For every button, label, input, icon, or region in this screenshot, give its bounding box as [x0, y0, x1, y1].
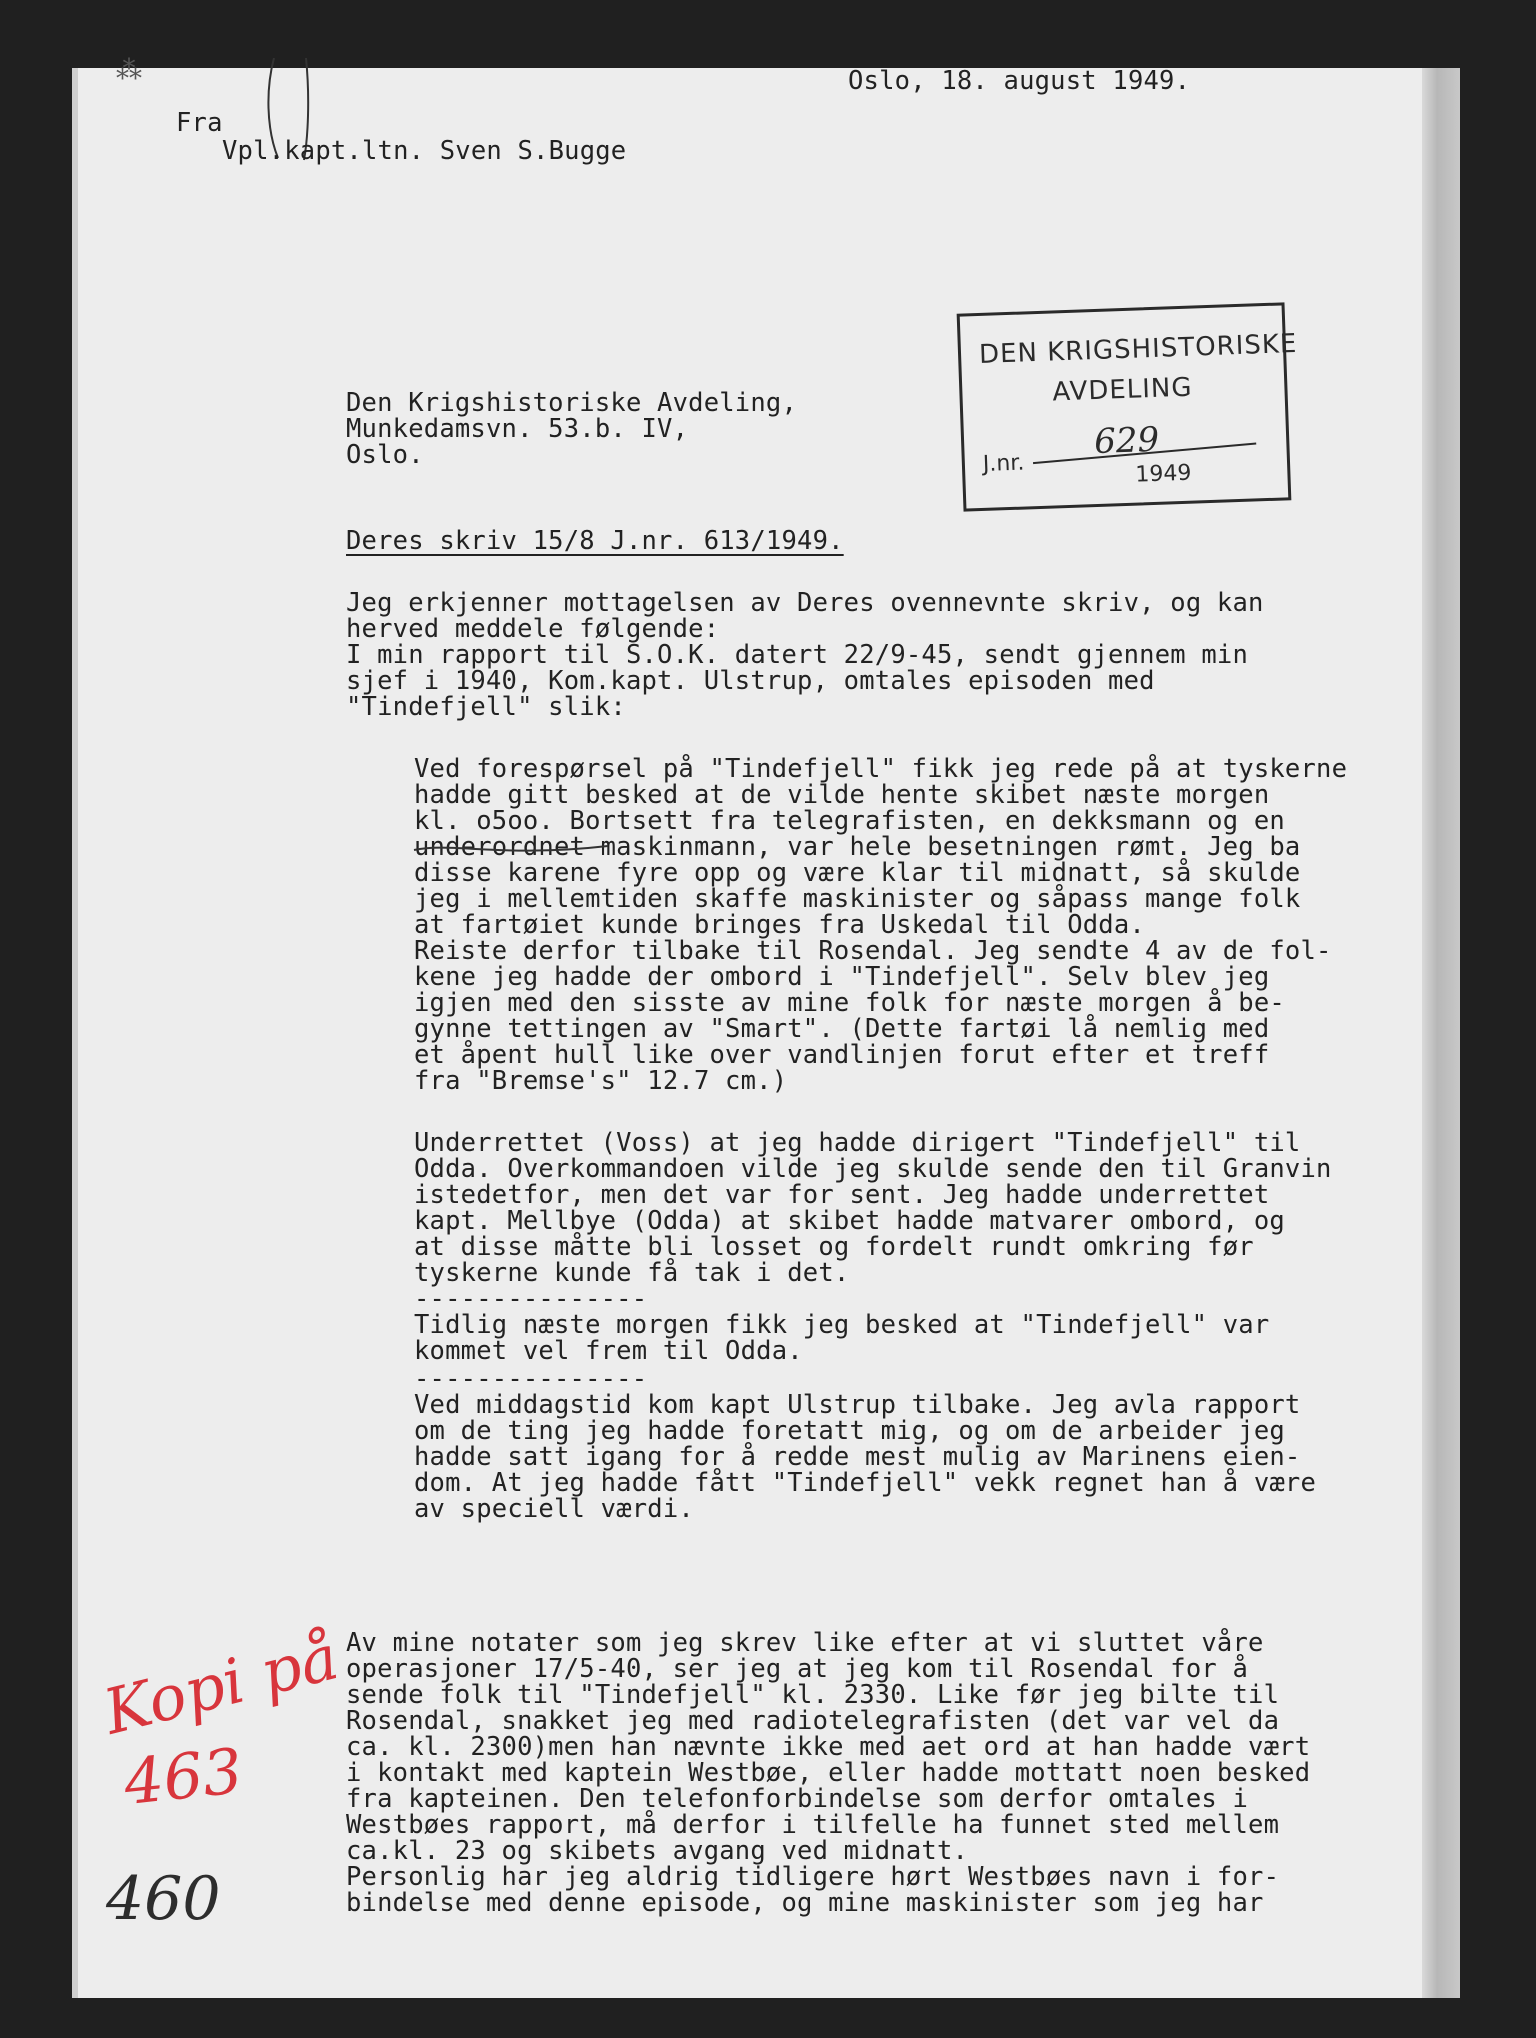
quote-line: et åpent hull like over vandlinjen forut efter et treff [414, 1040, 1270, 1070]
quote-line: kapt. Mellbye (Odda) at skibet hadde matvarer ombord, og [414, 1206, 1285, 1236]
quote-line: Odda. Overkommandoen vilde jeg skulde sende den til Granvin [414, 1154, 1332, 1184]
quote-line: jeg i mellemtiden skaffe maskinister og såpass mange folk [414, 884, 1301, 914]
quote-line: kene jeg hadde der ombord i "Tindefjell". Selv blev jeg [414, 962, 1270, 992]
body-line: fra kapteinen. Den telefonforbindelse som derfor omtales i [346, 1784, 1249, 1814]
body-line: Rosendal, snakket jeg med radiotelegrafisten (det var vel da [346, 1706, 1280, 1736]
quote-line: av speciell værdi. [414, 1494, 694, 1524]
quote-line: istedetfor, men det var for sent. Jeg hadde underrettet [414, 1180, 1270, 1210]
date-line: Oslo, 18. august 1949. [848, 66, 1191, 96]
body-line: operasjoner 17/5-40, ser jeg at jeg kom til Rosendal for å [346, 1654, 1249, 1684]
intro-line: Jeg erkjenner mottagelsen av Deres ovennevnte skriv, og kan [346, 588, 1264, 618]
body-line: sende folk til "Tindefjell" kl. 2330. Like før jeg bilte til [346, 1680, 1280, 1710]
red-handwritten-note-line-1: Kopi på [96, 1620, 346, 1749]
quote-line: kl. o5oo. Bortsett fra telegrafisten, en dekksmann og en [414, 806, 1285, 836]
pencil-page-number: 460 [106, 1864, 221, 1934]
stamp-number: 629 [1093, 419, 1160, 463]
quote-line: dom. At jeg hadde fått "Tindefjell" vekk regnet han å være [414, 1468, 1317, 1498]
quote-line: Ved forespørsel på "Tindefjell" fikk jeg rede på at tyskerne [414, 754, 1348, 784]
pencil-underline [412, 840, 612, 860]
page-binding-shadow [1422, 68, 1460, 1998]
quote-line: Tidlig næste morgen fikk jeg besked at "Tindefjell" var [414, 1310, 1270, 1340]
quote-line: underordnet maskinmann, var hele besetningen rømt. Jeg ba [414, 832, 1301, 862]
quote-line: tyskerne kunde få tak i det. [414, 1258, 850, 1288]
stamp-line-1: DEN KRIGSHISTORISKE [978, 328, 1298, 371]
quote-line: hadde satt igang for å redde mest mulig av Marinens eien- [414, 1442, 1301, 1472]
quote-line: fra "Bremse's" 12.7 cm.) [414, 1066, 788, 1096]
quote-line: om de ting jeg hadde foretatt mig, og om de arbeider jeg [414, 1416, 1285, 1446]
body-line: ca. kl. 2300)men han nævnte ikke med aet ord at han hadde vært [346, 1732, 1311, 1762]
stamp-year: 1949 [1134, 460, 1192, 488]
body-line: Westbøes rapport, må derfor i tilfelle ha funnet sted mellem [346, 1810, 1280, 1840]
quote-line: at fartøiet kunde bringes fra Uskedal til Odda. [414, 910, 1145, 940]
page-edge [72, 68, 78, 1998]
quote-line: Reiste derfor tilbake til Rosendal. Jeg sendte 4 av de fol- [414, 936, 1332, 966]
stamp-line-2: AVDELING [1051, 372, 1193, 408]
body-line: Personlig har jeg aldrig tidligere hørt Westbøes navn i for- [346, 1862, 1280, 1892]
intro-line: sjef i 1940, Kom.kapt. Ulstrup, omtales episoden med [346, 666, 1155, 696]
intro-line: herved meddele følgende: [346, 614, 720, 644]
quote-line: kommet vel frem til Odda. [414, 1336, 803, 1366]
quote-line: hadde gitt besked at de vilde hente skibet næste morgen [414, 780, 1270, 810]
intro-line: I min rapport til S.O.K. datert 22/9-45, sendt gjennem min [346, 640, 1249, 670]
recipient-line-1: Den Krigshistoriske Avdeling, [346, 388, 798, 418]
quote-line: at disse måtte bli losset og fordelt rundt omkring før [414, 1232, 1254, 1262]
stamp-jnr-label: J.nr. [982, 450, 1025, 477]
body-line: i kontakt med kaptein Westbøe, eller hadde mottatt noen besked [346, 1758, 1311, 1788]
quote-line: disse karene fyre opp og være klar til midnatt, så skulde [414, 858, 1301, 888]
recipient-line-3: Oslo. [346, 440, 424, 470]
separator-line: --------------- [414, 1364, 648, 1394]
quote-line: igjen med den sisste av mine folk for næste morgen å be- [414, 988, 1285, 1018]
red-handwritten-note-line-2: 463 [120, 1734, 246, 1819]
body-line: bindelse med denne episode, og mine maskinister som jeg har [346, 1888, 1264, 1918]
intro-line: "Tindefjell" slik: [346, 692, 626, 722]
archive-stamp [957, 302, 1298, 511]
quote-line: Ved middagstid kom kapt Ulstrup tilbake. Jeg avla rapport [414, 1390, 1301, 1420]
separator-line: --------------- [414, 1284, 648, 1314]
subject-line: Deres skriv 15/8 J.nr. 613/1949. [346, 526, 844, 556]
body-line: ca.kl. 23 og skibets avgang ved midnatt. [346, 1836, 969, 1866]
sender-name: Vpl.kapt.ltn. Sven S.Bugge [222, 136, 627, 166]
quote-line: gynne tettingen av "Smart". (Dette fartøi lå nemlig med [414, 1014, 1270, 1044]
quote-line: Underrettet (Voss) at jeg hadde dirigert "Tindefjell" til [414, 1128, 1301, 1158]
document-page [72, 56, 1460, 1998]
body-line: Av mine notater som jeg skrev like efter at vi sluttet våre [346, 1628, 1264, 1658]
from-label: Fra [176, 108, 223, 138]
pencil-mark: ⁂ [116, 56, 142, 86]
recipient-line-2: Munkedamsvn. 53.b. IV, [346, 414, 689, 444]
